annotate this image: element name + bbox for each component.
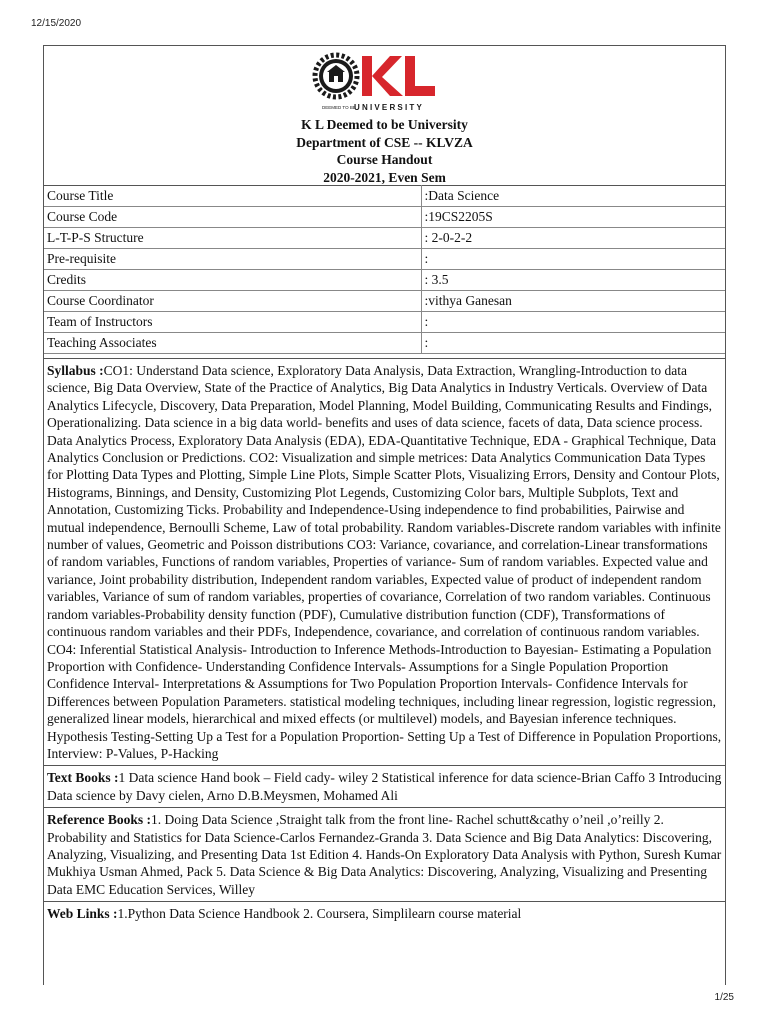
info-label: L-T-P-S Structure <box>44 228 421 249</box>
print-date: 12/15/2020 <box>31 18 82 29</box>
info-label: Credits <box>44 270 421 291</box>
university-logo <box>310 52 460 114</box>
page-number: 1/25 <box>714 992 734 1003</box>
info-label: Course Code <box>44 207 421 228</box>
info-value: :19CS2205S <box>421 207 725 228</box>
text-books-section <box>44 765 725 807</box>
table-row <box>44 291 725 312</box>
syllabus-text: CO1: Understand Data science, Exploratory Data Analysis, Data Extraction, Wrangling-Introduction to data science, Big Data Overview, State of the Practice of Analytics, Big Data Analytics in Industry Verticals. Overview of Data Analytics Lifecycle, Discovery, Data Preparation, Model Planning, Model Building, Communicating Results and Findings, Operationalizing. Data science in a big data world- benefits and uses of data science, facets of data, Data science process. Data Analytics Process, Exploratory Data Analysis (EDA), EDA-Quantitative Technique, EDA - Graphical Technique, Data Analytics Conclusion or Predictions. CO2: Visualization and simple metrices: Data Analytics Communication Data Types for Plotting Data Types and Plotting, Simple Line Plots, Simple Scatter Plots, Visualizing Errors, Density and Contour Plots, Histograms, Binnings, and Density, Customizing Plot Legends, Customizing Color bars, Multiple Subplots, Text and Annotation, Customizing Ticks. Probability and Independence-Using independence to find probabilities, Pairwise and mutual independence, Bernoulli Scheme, Law of total probability. Random variables-Discrete random variables with infinite number of values, Geometric and Poisson distributions CO3: Variance, covariance, and correlation-Linear transformations of random variables, Functions of random variables, Properties of variance- Sum of random variables. Expected value and variance, Joint probability distribution, Independent random variables, Expected value of product of independent random variables, Variance of sum of random variables, properties of covariance, Correlation of two random variables. Continuous random variables-Probability density function (PDF), Cumulative distribution function (CDF), Transformations of continuous random variables and their PDFs, Independence, covariance, and correlation of continuous random variables. CO4: Inferential Statistical Analysis- Introduction to Inference Methods-Introduction to Bayesian- Estimating a Population Proportion with Confidence- Understanding Confidence Intervals- Assumptions for a Single Population Proportion Confidence Interval- Interpretations & Assumptions for Two Population Proportion Intervals- Confidence Intervals for Differences between Population Parameters. statistical modeling techniques, including linear regression, logistic regression, generalized linear models, hierarchical and mixed effects (or multilevel) models, and Bayesian inference techniques. Hypothesis Testing-Setting Up a Test for a Population Proportion- Setting Up a Test of Difference in Population Proportions, Interview: P-Values, P-Hacking <box>47 363 722 761</box>
seal-icon <box>315 55 357 97</box>
table-row <box>44 228 725 249</box>
reference-books-label: Reference Books : <box>47 812 151 828</box>
info-value: :Data Science <box>421 186 725 207</box>
web-links-text: 1.Python Data Science Handbook 2. Coursera, Simplilearn course material <box>117 906 522 922</box>
table-row <box>44 333 725 354</box>
web-links-section <box>44 901 725 925</box>
logo-tag: DEEMED TO BE <box>321 105 356 110</box>
syllabus-section <box>44 358 725 765</box>
logo-wordmark: UNIVERSITY <box>353 103 424 112</box>
text-books-text: 1 Data science Hand book – Field cady- wiley 2 Statistical inference for data science-Brian Caffo 3 Introducing Data science by Davy cielen, Arno D.B.Meysmen, Mohamed Ali <box>47 770 722 803</box>
syllabus-label: Syllabus : <box>47 363 104 378</box>
kl-mark <box>362 56 435 96</box>
document-type: Course Handout <box>336 152 433 167</box>
info-value: : <box>421 312 725 333</box>
reference-books-text: 1. Doing Data Science ,Straight talk from the front line- Rachel schutt&cathy o’neil ,o’reilly 2. Probability and Statistics for Data Science-Carlos Fernandez-Granda 3. Data Science and Big Data Analytics: Discovering, Analyzing, Visualizing, and Presenting Data 1st Edition 4. Hands-On Exploratory Data Analysis with Python, Suresh Kumar Mukhiya Usman Ahmed, Pack 5. Data Science & Big Data Analytics: Discovering, Analyzing, Visualizing and Presenting Data EMC Education Services, Willey <box>47 812 722 897</box>
university-name: K L Deemed to be University <box>301 117 468 132</box>
info-label: Team of Instructors <box>44 312 421 333</box>
department-name: Department of CSE -- KLVZA <box>296 134 473 150</box>
info-value: : 2-0-2-2 <box>421 228 725 249</box>
info-label: Course Coordinator <box>44 291 421 312</box>
info-value: :vithya Ganesan <box>421 291 725 312</box>
info-label: Teaching Associates <box>44 333 421 354</box>
course-info-table <box>44 185 725 354</box>
table-row <box>44 270 725 291</box>
table-row <box>44 249 725 270</box>
web-links-label: Web Links : <box>47 906 118 922</box>
table-row <box>44 312 725 333</box>
text-books-label: Text Books : <box>47 770 119 786</box>
info-value: : 3.5 <box>421 270 725 291</box>
table-row <box>44 207 725 228</box>
academic-session: 2020-2021, Even Sem <box>323 169 446 185</box>
info-label: Course Title <box>44 186 421 207</box>
reference-books-section <box>44 807 725 901</box>
course-handout-document <box>43 45 726 985</box>
info-value: : <box>421 333 725 354</box>
document-header <box>44 46 725 185</box>
info-value: : <box>421 249 725 270</box>
info-label: Pre-requisite <box>44 249 421 270</box>
table-row <box>44 186 725 207</box>
